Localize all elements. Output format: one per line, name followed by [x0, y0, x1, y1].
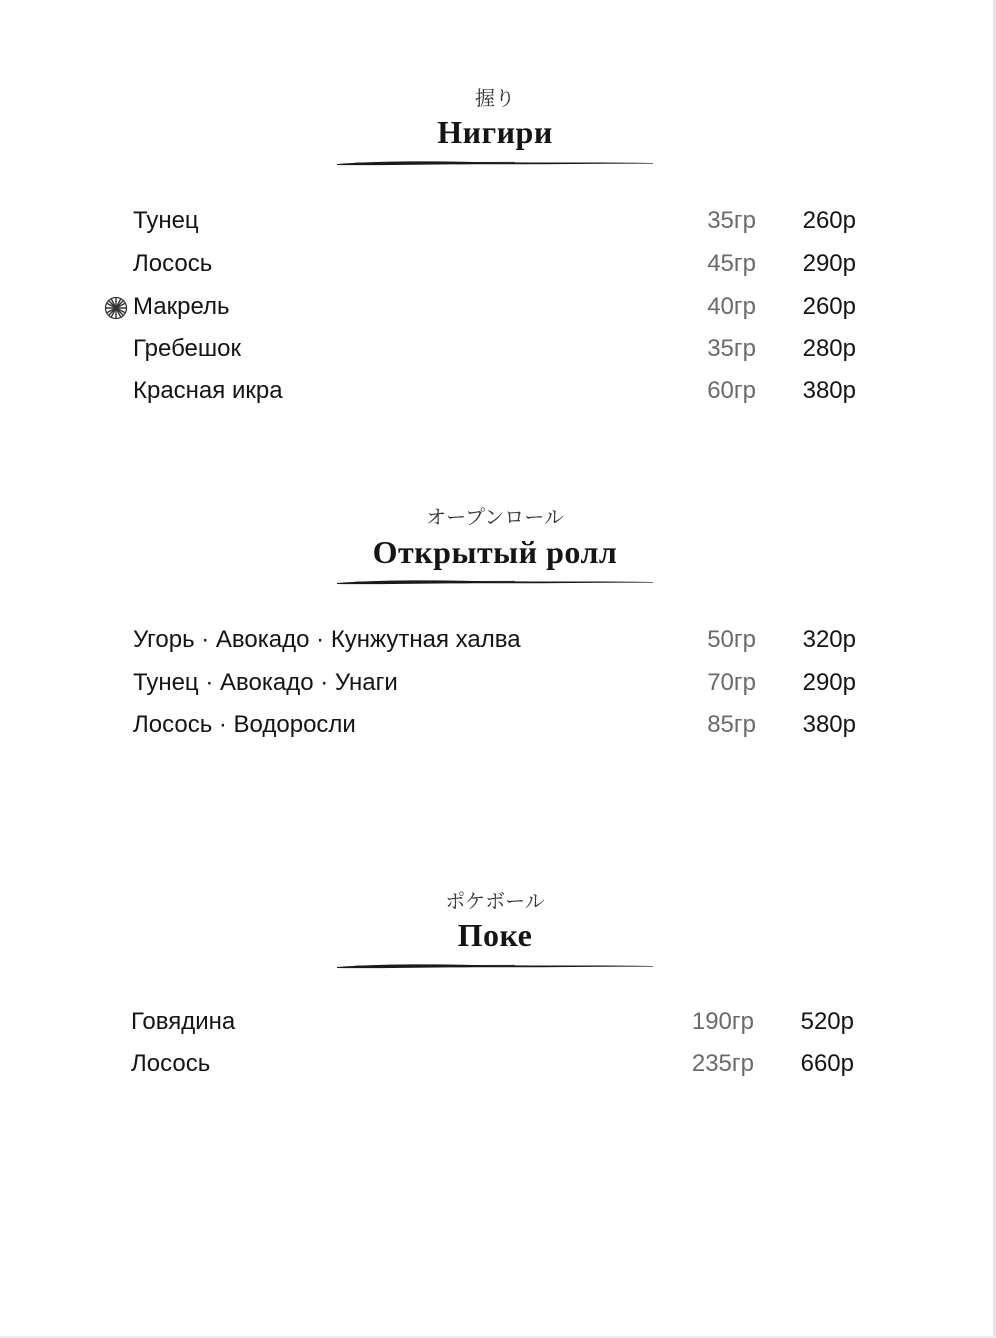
item-name: Угорь · Авокадо · Кунжутная халва	[133, 626, 521, 653]
item-name: Тунец	[133, 207, 199, 234]
item-weight: 70гр	[707, 669, 756, 696]
item-name: Гребешок	[133, 335, 241, 362]
item-name: Макрель	[133, 293, 230, 320]
item-weight: 35гр	[707, 207, 756, 234]
item-weight: 190гр	[691, 1008, 754, 1035]
section-japanese-title: オープンロール	[426, 505, 564, 529]
brush-stroke-divider	[335, 961, 655, 971]
item-price: 380р	[802, 377, 856, 404]
item-price: 290р	[802, 669, 856, 696]
section-japanese-title: ポケボール	[445, 889, 545, 913]
item-name: Тунец · Авокадо · Унаги	[133, 669, 398, 696]
item-price: 660р	[800, 1050, 854, 1077]
item-weight: 85гр	[707, 711, 756, 738]
item-weight: 50гр	[707, 626, 756, 653]
section-japanese-title: 握り	[475, 86, 515, 110]
section-title: Поке	[457, 917, 533, 953]
item-weight: 35гр	[707, 335, 756, 362]
menu-item	[133, 669, 893, 709]
item-name: Красная икра	[133, 377, 283, 404]
brush-stroke-divider	[335, 577, 655, 587]
item-price: 290р	[802, 250, 856, 277]
item-name: Лосось	[133, 250, 213, 277]
menu-item	[133, 711, 893, 751]
item-weight: 45гр	[707, 250, 756, 277]
item-price: 320р	[802, 626, 856, 653]
item-price: 280р	[802, 335, 856, 362]
flower-emblem-icon	[104, 296, 128, 320]
menu-item	[131, 1008, 891, 1048]
item-price: 520р	[800, 1008, 854, 1035]
item-weight: 235гр	[691, 1050, 754, 1077]
section-title: Открытый ролл	[372, 534, 618, 570]
item-name: Лосось · Водоросли	[133, 711, 356, 738]
menu-item	[133, 335, 893, 375]
item-weight: 60гр	[707, 377, 756, 404]
menu-item	[133, 293, 893, 333]
item-name: Лосось	[131, 1050, 211, 1077]
brush-stroke-divider	[335, 158, 655, 168]
section-title: Нигири	[437, 114, 553, 150]
menu-item	[131, 1050, 891, 1090]
menu-item	[133, 207, 893, 247]
item-price: 380р	[802, 711, 856, 738]
menu-item	[133, 377, 893, 417]
item-price: 260р	[802, 207, 856, 234]
menu-item	[133, 250, 893, 290]
item-price: 260р	[802, 293, 856, 320]
item-name: Говядина	[131, 1008, 236, 1035]
menu-item	[133, 626, 893, 666]
item-weight: 40гр	[707, 293, 756, 320]
